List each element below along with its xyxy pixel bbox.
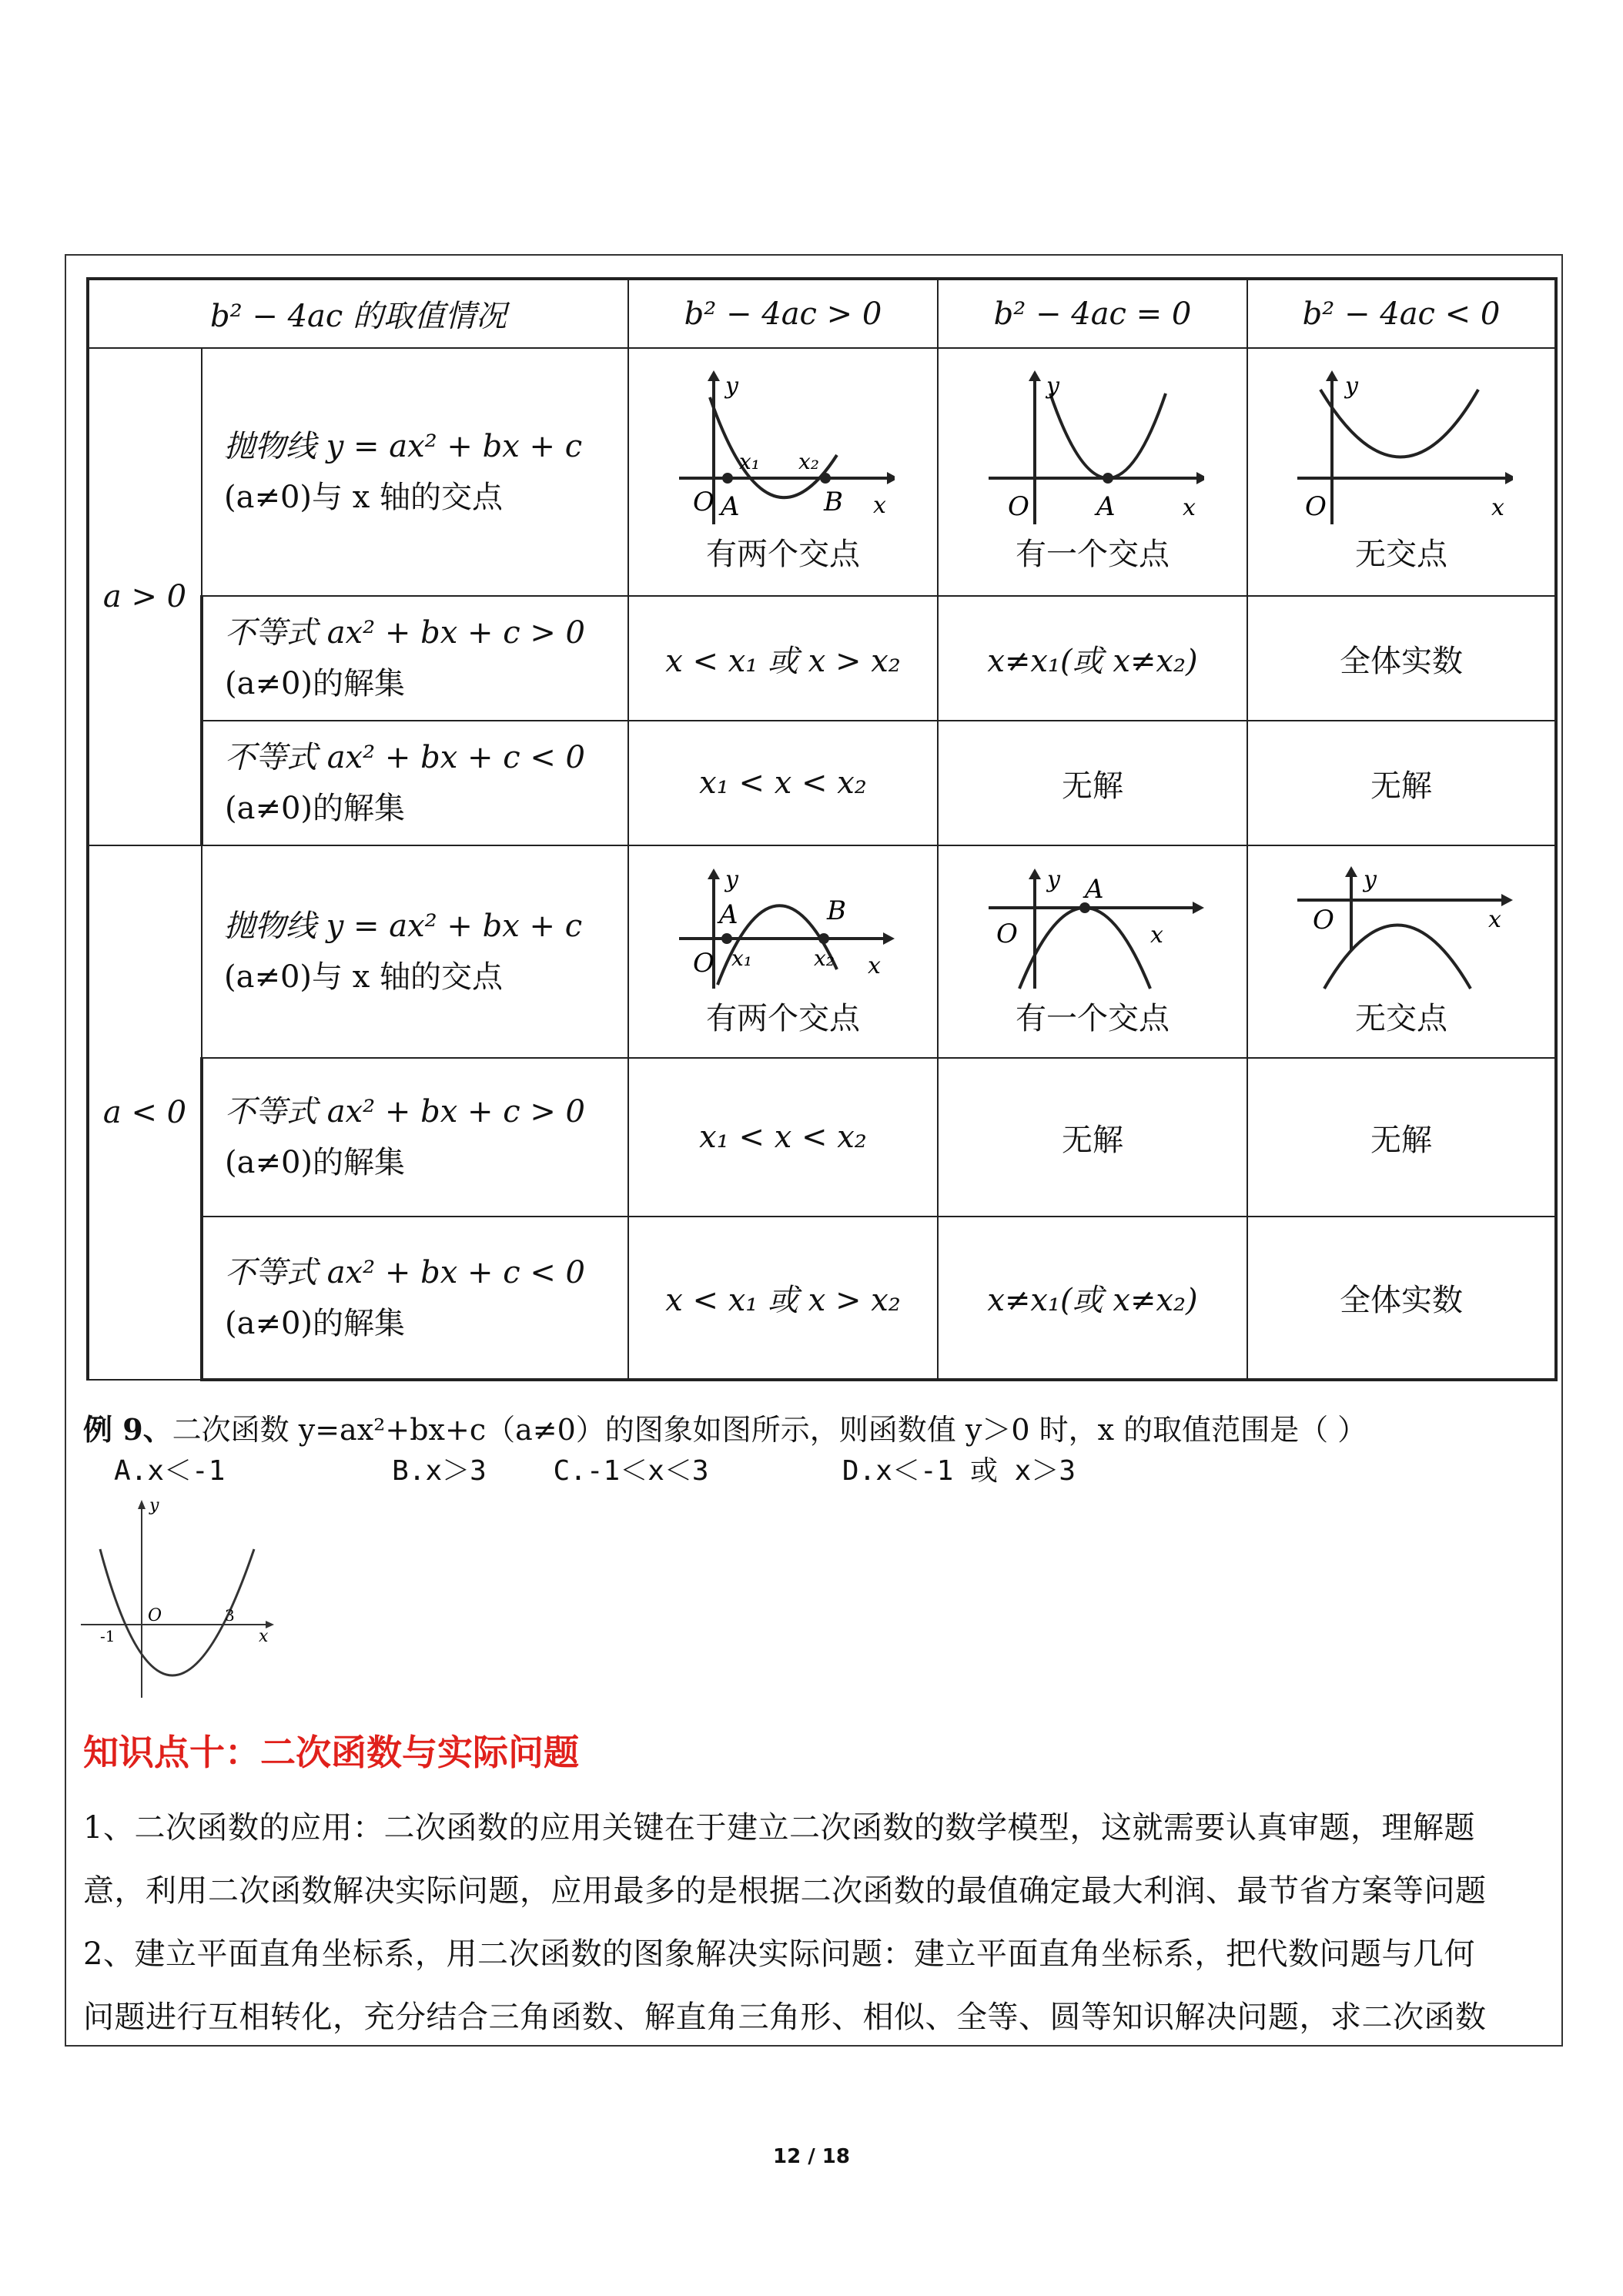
parabola-down-two-roots-graph xyxy=(671,865,895,992)
x-axis-label: x xyxy=(1491,494,1504,521)
origin-label: O xyxy=(996,919,1018,949)
group-a-negative: a < 0 xyxy=(88,845,202,1380)
ineq-lt-line1: 不等式 ax² + bx + c < 0 xyxy=(225,740,586,775)
sol-neg-gt-none: 无解 xyxy=(1247,1058,1556,1217)
x-axis-label: x xyxy=(868,952,881,979)
para2-line1: 2、建立平面直角坐标系，用二次函数的图象解决实际问题：建立平面直角坐标系，把代数问题与几何 xyxy=(83,1936,1475,1972)
label-no-point: 无交点 xyxy=(1355,537,1447,572)
y-axis-label: y xyxy=(725,373,738,400)
sol-neg-lt-two: x < x₁ 或 x > x₂ xyxy=(628,1217,938,1380)
sol-pos-gt-one: x≠x₁(或 x≠x₂) xyxy=(938,596,1247,721)
example-y-label: y xyxy=(149,1496,159,1515)
parabola-down-no-root-graph xyxy=(1290,865,1513,992)
sol-neg-gt-one: 无解 xyxy=(938,1058,1247,1217)
x2-label: x₂ xyxy=(814,946,835,971)
row-ineq-lt-neg xyxy=(202,1217,628,1380)
graph-pos-one xyxy=(938,348,1247,596)
label-no-point: 无交点 xyxy=(1355,1001,1447,1036)
parabola-up-one-root-graph xyxy=(981,370,1204,528)
x1-label: x₁ xyxy=(739,449,761,474)
row-ineq-gt-neg xyxy=(202,1058,628,1217)
x-axis-label: x xyxy=(873,492,886,519)
label-two-points: 有两个交点 xyxy=(706,1001,860,1036)
x-axis-label: x xyxy=(1150,922,1163,949)
graph-pos-two xyxy=(628,348,938,596)
parabola-up-two-roots-graph xyxy=(671,370,895,528)
ineq-line2: (a≠0)的解集 xyxy=(225,1145,406,1180)
sol-neg-lt-none: 全体实数 xyxy=(1247,1217,1556,1380)
point-a-label: A xyxy=(721,491,740,522)
origin-label: O xyxy=(1305,491,1327,522)
y-axis-label: y xyxy=(1046,373,1059,400)
sol-pos-gt-none: 全体实数 xyxy=(1247,596,1556,721)
discriminant-table xyxy=(86,277,1558,1381)
sol-neg-gt-two: x₁ < x < x₂ xyxy=(628,1058,938,1217)
ineq-line2: (a≠0)的解集 xyxy=(225,791,406,826)
sol-pos-lt-two: x₁ < x < x₂ xyxy=(628,721,938,845)
origin-label: O xyxy=(693,487,714,517)
group-a-positive: a > 0 xyxy=(88,348,202,845)
sol-pos-gt-two: x < x₁ 或 x > x₂ xyxy=(628,596,938,721)
y-axis-label: y xyxy=(1364,866,1377,893)
example-label: 例 9、 xyxy=(83,1412,172,1447)
knowledge-title: 知识点十：二次函数与实际问题 xyxy=(83,1732,579,1773)
example-question xyxy=(83,1406,1367,1448)
parabola-line1: 抛物线 y = ax² + bx + c xyxy=(224,909,583,944)
y-axis-label: y xyxy=(1047,866,1060,893)
para1-line1: 1、二次函数的应用：二次函数的应用关键在于建立二次函数的数学模型，这就需要认真审题，理解题 xyxy=(83,1810,1475,1846)
point-a-label: A xyxy=(1096,491,1116,522)
header-zero: b² − 4ac = 0 xyxy=(938,279,1247,348)
example-minus-one-label: -1 xyxy=(100,1627,115,1645)
y-axis-label: y xyxy=(1345,373,1358,400)
graph-neg-none xyxy=(1247,845,1556,1058)
example-options: A.x＜-1 B.x＞3 C.-1＜x＜3 D.x＜-1 或 x＞3 xyxy=(114,1455,1076,1487)
example-x-label: x xyxy=(259,1627,269,1646)
sol-pos-lt-none: 无解 xyxy=(1247,721,1556,845)
parabola-line1: 抛物线 y = ax² + bx + c xyxy=(224,429,583,464)
example-three-label: 3 xyxy=(225,1606,235,1625)
origin-label: O xyxy=(1008,491,1029,522)
graph-pos-none xyxy=(1247,348,1556,596)
header-negative: b² − 4ac < 0 xyxy=(1247,279,1556,348)
ineq-line2: (a≠0)的解集 xyxy=(225,666,406,701)
example-text: 二次函数 y=ax²+bx+c（a≠0）的图象如图所示，则函数值 y＞0 时，x 的取值范围是（ ） xyxy=(172,1413,1367,1447)
row-parabola-neg xyxy=(202,845,628,1058)
x-axis-label: x xyxy=(1183,494,1196,521)
header-condition: b² − 4ac 的取值情况 xyxy=(88,279,628,348)
header-positive: b² − 4ac > 0 xyxy=(628,279,938,348)
para1-line2: 意，利用二次函数解决实际问题，应用最多的是根据二次函数的最值确定最大利润、最节省方案等问题 xyxy=(83,1873,1487,1909)
point-a-label: A xyxy=(1085,874,1104,905)
page-number: 12 / 18 xyxy=(773,2145,850,2168)
row-parabola-pos xyxy=(202,348,628,596)
point-a-label: A xyxy=(719,899,738,930)
ineq-gt-line1: 不等式 ax² + bx + c > 0 xyxy=(225,615,586,651)
origin-label: O xyxy=(1313,905,1334,935)
point-b-label: B xyxy=(824,487,843,517)
row-ineq-lt-pos xyxy=(202,721,628,845)
graph-neg-one xyxy=(938,845,1247,1058)
ineq-line2: (a≠0)的解集 xyxy=(225,1305,406,1341)
x2-label: x₂ xyxy=(798,449,820,474)
origin-label: O xyxy=(693,948,714,979)
example-parabola-graph xyxy=(77,1494,277,1702)
graph-neg-two xyxy=(628,845,938,1058)
label-one-point: 有一个交点 xyxy=(1016,537,1170,572)
y-axis-label: y xyxy=(725,866,738,893)
parabola-up-no-root-graph xyxy=(1290,370,1513,528)
para2-line2: 问题进行互相转化，充分结合三角函数、解直角三角形、相似、全等、圆等知识解决问题，求二次函数 xyxy=(83,2000,1487,2035)
example-origin-label: O xyxy=(148,1606,162,1625)
parabola-line2: (a≠0)与 x 轴的交点 xyxy=(224,480,504,515)
sol-pos-lt-one: 无解 xyxy=(938,721,1247,845)
label-two-points: 有两个交点 xyxy=(706,537,860,572)
parabola-down-one-root-graph xyxy=(981,865,1204,992)
x-axis-label: x xyxy=(1488,906,1501,933)
x1-label: x₁ xyxy=(731,946,753,971)
parabola-line2: (a≠0)与 x 轴的交点 xyxy=(224,959,504,995)
row-ineq-gt-pos xyxy=(202,596,628,721)
label-one-point: 有一个交点 xyxy=(1016,1001,1170,1036)
sol-neg-lt-one: x≠x₁(或 x≠x₂) xyxy=(938,1217,1247,1380)
ineq-gt-line1: 不等式 ax² + bx + c > 0 xyxy=(225,1094,586,1130)
ineq-lt-line1: 不等式 ax² + bx + c < 0 xyxy=(225,1254,586,1290)
point-b-label: B xyxy=(827,895,846,926)
